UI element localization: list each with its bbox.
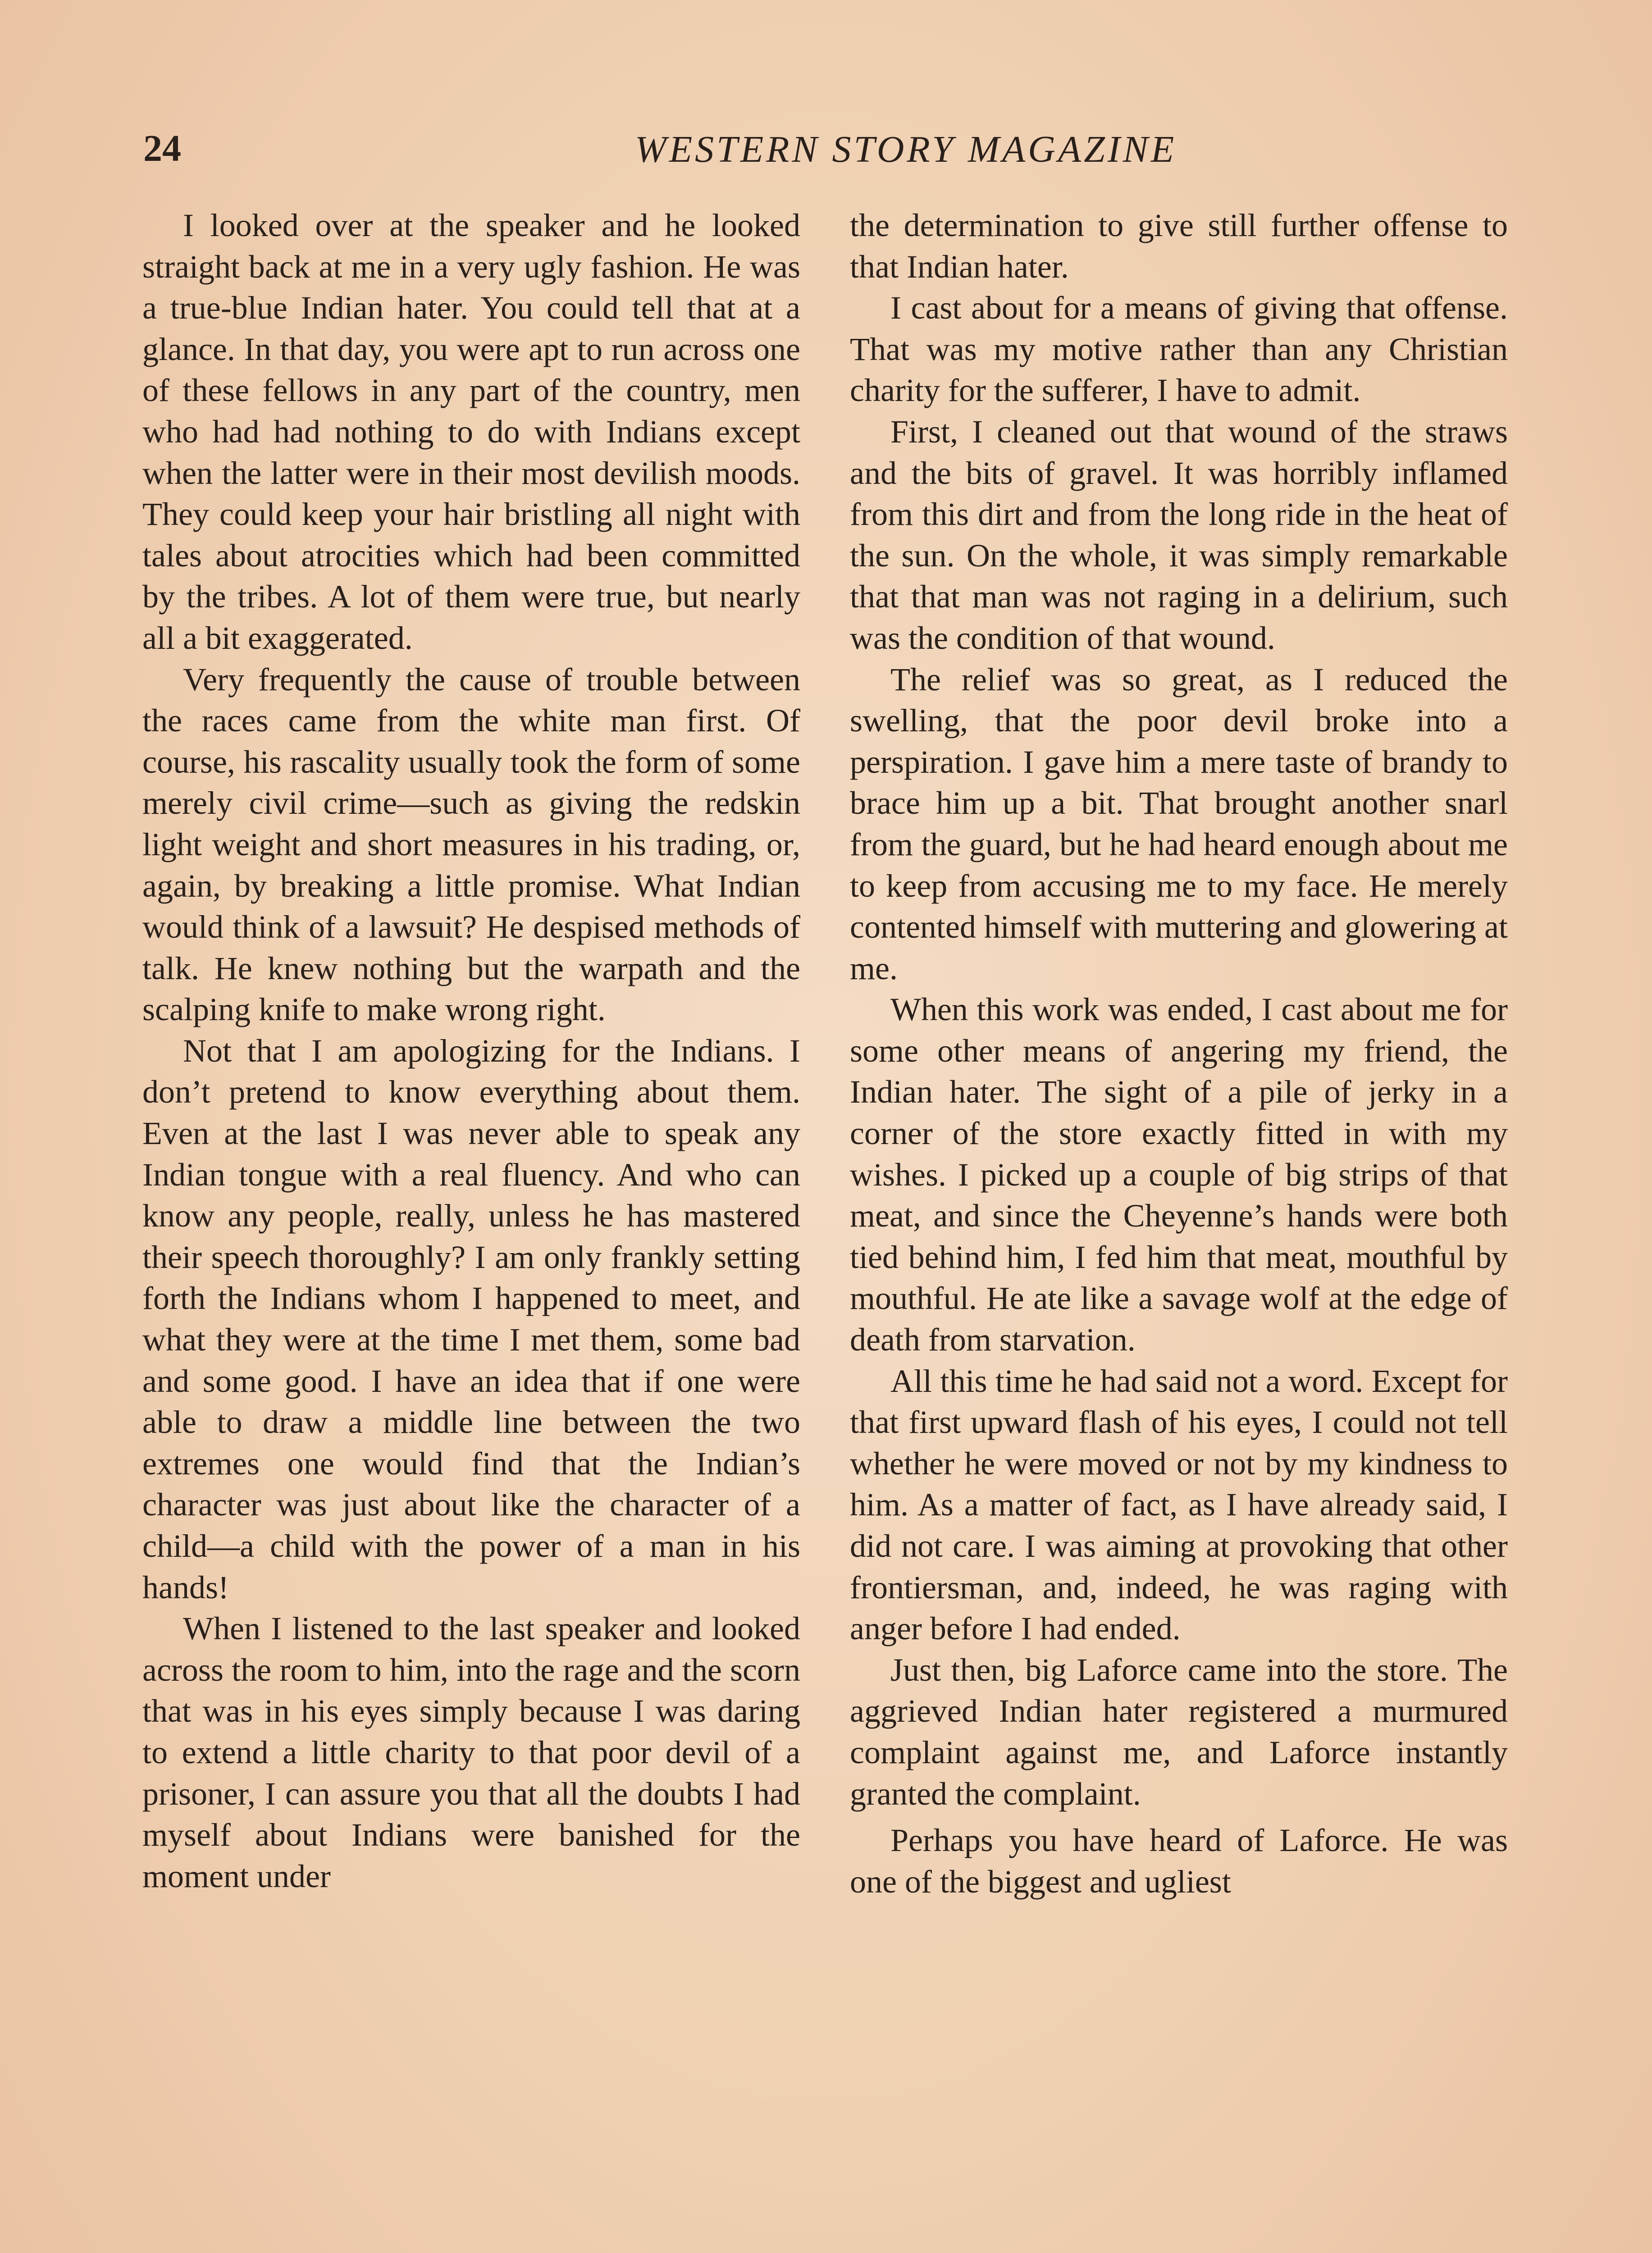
paragraph: The relief was so great, as I reduced the swelling, that the poor devil broke into a perspiration. I gave him a mere taste of brandy to brace him up a bit. That brought another snarl from the guard, but he had heard enough about me to keep from accusing me to my face. He merely contented himself with muttering and glowering at me. <box>850 661 1508 986</box>
paragraph-continuation: the determination to give still further offense to that Indian hater. <box>850 207 1508 285</box>
paragraph: Just then, big Laforce came into the store. The aggrieved Indian hater registered a murmured complaint against me, and Laforce instantly granted the complaint. <box>850 1651 1508 1812</box>
page-number: 24 <box>143 128 181 169</box>
paragraph: I cast about for a means of giving that offense. That was my motive rather than any Christian charity for the sufferer, I have to admit. <box>850 290 1508 409</box>
paragraph: Not that I am apologizing for the Indians. I don’t pretend to know everything about them. Even at the last I was never able to speak any Indian tongue with a real fluency. And who can know any people, really, unless he has mastered their speech thoroughly? I am only frankly setting forth the Indians whom I happened to meet, and what they were at the time I met them, some bad and some good. I have an idea that if one were able to draw a middle line between the two extremes one would find that the Indian’s character was just about like the character of a child—a child with the power of a man in his hands! <box>142 1032 800 1605</box>
paragraph: I looked over at the speaker and he looked straight back at me in a very ugly fashion. He was a true-blue Indian hater. You could tell that at a glance. In that day, you were apt to run across one of these fellows in any part of the country, men who had had nothing to do with Indians except when the latter were in their most devilish moods. They could keep your hair bristling all night with tales about atrocities which had been committed by the tribes. A lot of them were true, but nearly all a bit exaggerated. <box>142 207 800 656</box>
running-head: WESTERN STORY MAGAZINE <box>634 128 1177 170</box>
paragraph: All this time he had said not a word. Except for that first upward flash of his eyes, I could not tell whether he were moved or not by my kindness to him. As a matter of fact, as I have already said, I did not care. I was aiming at provoking that other frontiersman, and, indeed, he was raging with anger before I had ended. <box>850 1363 1508 1647</box>
paragraph: When I listened to the last speaker and looked across the room to him, into the rage and the scorn that was in his eyes simply because I was daring to extend a little charity to that poor devil of a prisoner, I can assure you that all the doubts I had myself about Indians were banished for the moment under <box>142 1610 800 1894</box>
right-column <box>850 205 1508 1902</box>
paragraph: First, I cleaned out that wound of the straws and the bits of gravel. It was horribly inflamed from this dirt and from the long ride in the heat of the sun. On the whole, it was simply remarkable that that man was not raging in a delirium, such was the condition of that wound. <box>850 413 1508 656</box>
left-column <box>142 205 800 1897</box>
paragraph: When this work was ended, I cast about me for some other means of angering my friend, the Indian hater. The sight of a pile of jerky in a corner of the store exactly fitted in with my wishes. I picked up a couple of big strips of that meat, and since the Cheyenne’s hands were both tied behind him, I fed him that meat, mouthful by mouthful. He ate like a savage wolf at the edge of death from starvation. <box>850 991 1508 1358</box>
paragraph: Very frequently the cause of trouble between the races came from the white man first. Of course, his rascality usually took the form of some merely civil crime—such as giving the redskin light weight and short measures in his trading, or, again, by breaking a little promise. What Indian would think of a lawsuit? He despised methods of talk. He knew nothing but the warpath and the scalping knife to make wrong right. <box>142 661 800 1028</box>
paragraph: Perhaps you have heard of Laforce. He was one of the biggest and ugliest <box>850 1822 1508 1900</box>
